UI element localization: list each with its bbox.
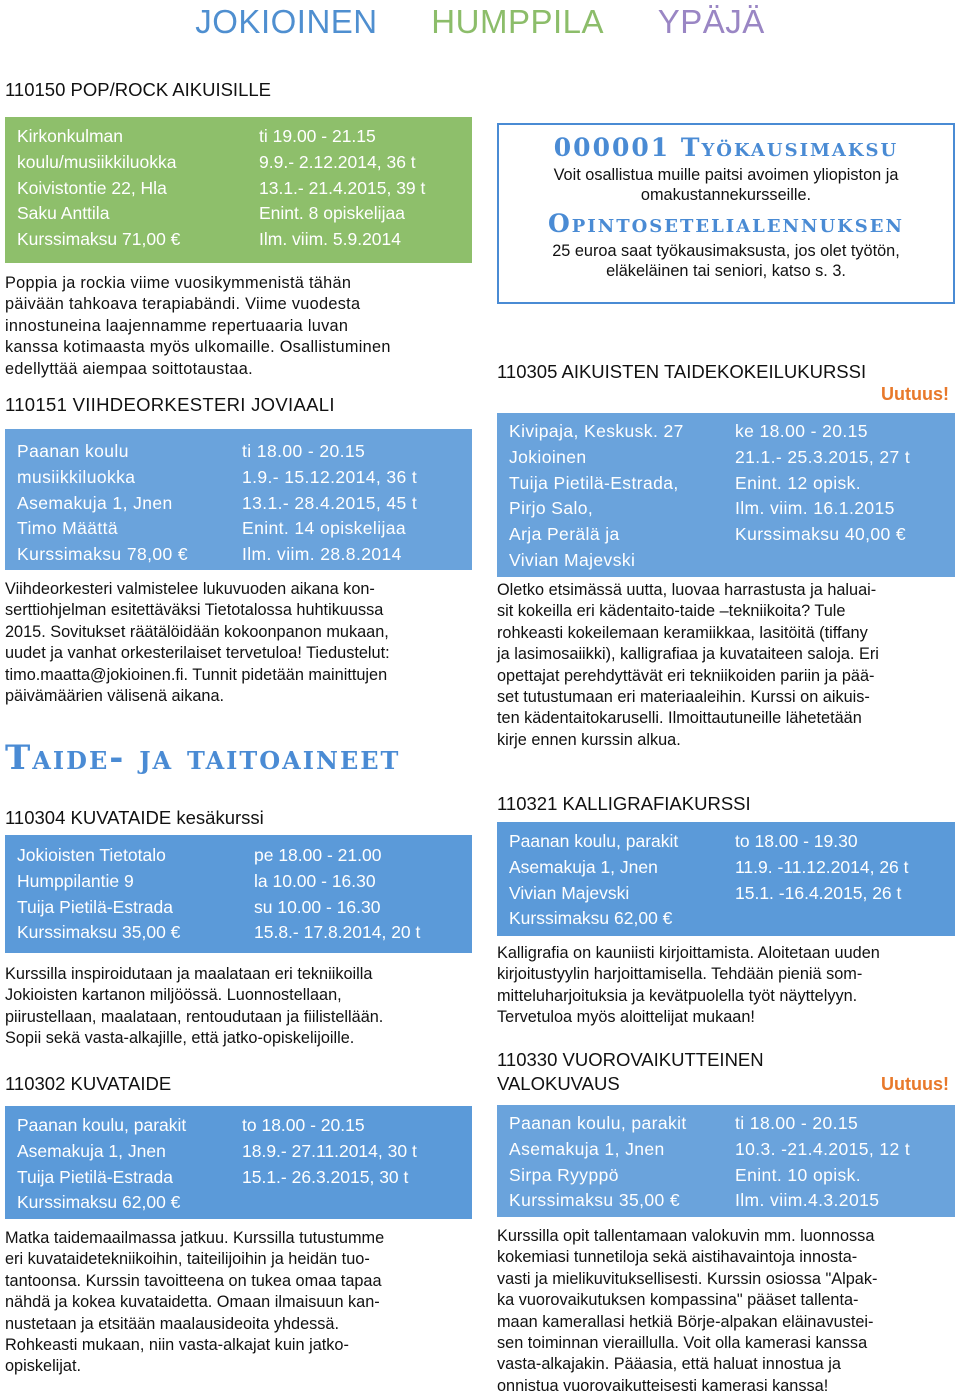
new-badge: Uutuus!: [881, 384, 949, 404]
info-teacher: Tuija Pietilä-Estrada: [17, 896, 173, 917]
section-heading-taide: Taide- ja taitoaineet: [5, 738, 401, 778]
desc-line: kirjoitustyylin harjoittamisella. Tehdään pieniä som-: [497, 965, 863, 984]
desc-line: Tervetuloa myös aloittelijat mukaan!: [497, 1008, 755, 1027]
text-line: eläkeläinen tai seniori, katso s. 3.: [606, 262, 846, 280]
desc-line: uudet ja vanhat orkesterilaiset tervetuloa! Tiedustelut:: [5, 644, 390, 663]
course-info-box: [497, 822, 955, 936]
info-fee: Kurssimaksu 71,00 €: [17, 229, 181, 250]
desc-line: maan kamerallasi hetkiä Börje-alpakan eläinavustei-: [497, 1312, 874, 1331]
desc-line: eri kuvataidetekniikoihin, taiteilijoihin ja heidän tuo-: [5, 1250, 370, 1269]
info-capacity: Enint. 12 opisk.: [735, 472, 862, 493]
info-teacher: Vivian Majevski: [509, 882, 630, 903]
info-row: [509, 1188, 943, 1214]
desc-line: ja lasimosaiikki), kalligrafiaa ja kuvataiteen saloja. Eri: [497, 645, 879, 664]
desc-line: päivämäärien välisenä aikana.: [5, 687, 225, 706]
info-time: la 10.00 - 16.30: [254, 870, 376, 891]
info-row: [17, 869, 460, 895]
course-description: [497, 580, 955, 751]
info-row: [509, 471, 943, 497]
info-row: [509, 1111, 943, 1137]
info-row: [17, 150, 460, 176]
info-row: [509, 419, 943, 445]
info-row: [17, 516, 460, 542]
info-dates: 21.1.- 25.3.2015, 27 t: [735, 446, 911, 467]
desc-line: mitteluharjoituksia ja kevätpuolella työt näyttelyyn.: [497, 986, 858, 1005]
right-column: [497, 90, 955, 1395]
info-row: [509, 906, 943, 932]
info-address: Humppilantie 9: [17, 870, 134, 891]
info-deadline: Ilm. viim. 16.1.2015: [735, 498, 895, 519]
desc-line: vasti ja mielikuvituksellisesti. Kurssin osiossa "Alpak-: [497, 1269, 878, 1288]
course-info-box: [5, 835, 472, 953]
course-description: [5, 1228, 472, 1378]
info-address: Asemakuja 1, Jnen: [509, 1138, 665, 1159]
desc-line: innostuneina laajennamme repertuaaria luvan: [5, 316, 349, 335]
info-capacity: Enint. 10 opisk.: [735, 1164, 862, 1185]
desc-line: Matka taidemaailmassa jatkuu. Kurssilla tutustumme: [5, 1229, 385, 1247]
info-location: koulu/musiikkiluokka: [17, 151, 177, 172]
info-deadline: Ilm. viim. 5.9.2014: [259, 229, 401, 250]
info-dates: 18.9.- 27.11.2014, 30 t: [242, 1140, 417, 1161]
course-110321: [497, 792, 955, 1029]
title-line: 110330 VUOROVAIKUTTEINEN: [497, 1049, 764, 1070]
header-ypaja: YPÄJÄ: [657, 3, 765, 40]
desc-line: opiskelijat.: [5, 1357, 82, 1376]
desc-line: Viihdeorkesteri valmistelee lukuvuoden aikana kon-: [5, 580, 375, 598]
desc-line: päivään tahkoava terapiabändi. Viime vuodesta: [5, 295, 361, 314]
info-time: su 10.00 - 16.30: [254, 896, 381, 917]
text-line: 25 euroa saat työkausimaksusta, jos olet työtön,: [552, 242, 900, 260]
info-teacher: Arja Perälä ja: [509, 524, 620, 545]
info-location: Kivipaja, Keskusk. 27: [509, 421, 684, 441]
info-teacher: Tuija Pietilä-Estrada: [17, 1166, 173, 1187]
course-110151: [5, 393, 472, 707]
info-address: Koivistontie 22, Hla: [17, 177, 167, 198]
info-location: Jokioisten Tietotalo: [17, 845, 166, 865]
info-capacity: Enint. 8 opiskelijaa: [259, 203, 405, 224]
info-row: [509, 881, 943, 907]
info-address: Asemakuja 1, Jnen: [17, 1140, 166, 1161]
info-row: [17, 895, 460, 921]
desc-line: tantoonsa. Kurssin tavoitteena on tukea omaa tapaa: [5, 1271, 382, 1290]
info-empty: [735, 548, 943, 574]
info-time: ti 18.00 - 20.15: [242, 441, 366, 461]
info-time: ke 18.00 - 20.15: [735, 421, 868, 441]
discount-heading: Opintosetelialennuksen: [548, 209, 904, 238]
info-capacity: Enint. 14 opiskelijaa: [242, 518, 407, 539]
desc-line: Sopii sekä vasta-alkajille, että jatko-opiskelijoille.: [5, 1029, 355, 1048]
info-deadline: Ilm. viim. 28.8.2014: [242, 544, 402, 565]
info-row: [509, 496, 943, 522]
info-row: [17, 176, 460, 202]
info-row: [17, 1165, 460, 1191]
header-humppila: HUMPPILA: [431, 3, 605, 40]
info-row: [17, 1139, 460, 1165]
text-line: Voit osallistua muille paitsi avoimen yliopiston ja: [553, 166, 899, 184]
course-info-box: [497, 413, 955, 577]
desc-line: Rohkeasti mukaan, niin vasta-alkajat kuin jatko-: [5, 1336, 349, 1355]
info-teacher: Sirpa Ryyppö: [509, 1164, 619, 1185]
desc-line: kirje ennen kurssin alkua.: [497, 730, 681, 749]
info-row: [17, 920, 460, 946]
desc-line: 2015. Sovitukset räätälöidään kokoonpanon mukaan,: [5, 622, 389, 641]
info-row: [509, 1137, 943, 1163]
desc-line: edellyttää aiempaa soittotaustaa.: [5, 359, 253, 378]
course-title: 110151 VIIHDEORKESTERI JOVIAALI: [5, 394, 335, 415]
title-line: VALOKUVAUS: [497, 1073, 620, 1094]
info-fee: Kurssimaksu 35,00 €: [17, 922, 181, 943]
info-teacher: Tuija Pietilä-Estrada,: [509, 472, 679, 493]
info-location: Kirkonkulman: [17, 126, 124, 146]
course-110150: [5, 78, 472, 380]
course-description: [5, 964, 472, 1050]
course-description: [497, 943, 955, 1029]
header-jokioinen: JOKIOINEN: [195, 3, 378, 40]
desc-line: Kalligrafia on kauniisti kirjoittamista. Aloitetaan uuden: [497, 944, 880, 962]
info-row: [17, 843, 460, 869]
course-110304: [5, 806, 472, 1050]
info-dates: 15.1.- 26.3.2015, 30 t: [242, 1166, 409, 1187]
info-deadline: Ilm. viim.4.3.2015: [735, 1190, 880, 1211]
info-time: to 18.00 - 20.15: [242, 1115, 365, 1135]
info-time: ti 18.00 - 20.15: [735, 1113, 859, 1133]
desc-line: Oletko etsimässä uutta, luovaa harrastusta ja haluai-: [497, 581, 877, 599]
discount-text: [509, 241, 943, 281]
course-110302: [5, 1072, 472, 1378]
info-fee: Kurssimaksu 78,00 €: [17, 544, 189, 565]
info-time: pe 18.00 - 21.00: [254, 845, 382, 865]
course-title: 110305 AIKUISTEN TAIDEKOKEILUKURSSI: [497, 361, 867, 382]
course-title: 110321 KALLIGRAFIAKURSSI: [497, 793, 751, 814]
course-title: 110302 KUVATAIDE: [5, 1073, 172, 1094]
course-info-box: [5, 117, 472, 263]
course-info-box: [5, 1106, 472, 1219]
info-empty: [242, 1190, 460, 1216]
info-row: [17, 1113, 460, 1139]
desc-line: Kurssilla opit tallentamaan valokuvin mm. luonnossa: [497, 1227, 875, 1245]
info-row: [509, 1163, 943, 1189]
info-dates: 13.1.- 21.4.2015, 39 t: [259, 177, 426, 198]
desc-line: rohkeasti kokeilemaan keramiikkaa, lasitöitä (tiffany: [497, 623, 868, 642]
page-header: [0, 0, 960, 48]
info-row: [509, 855, 943, 881]
info-fee: Kurssimaksu 62,00 €: [509, 908, 673, 929]
info-dates: 10.3. -21.4.2015, 12 t: [735, 1138, 911, 1159]
info-row: [17, 201, 460, 227]
desc-line: ten kädentaitokaruselli. Ilmoittautuneille lähetetään: [497, 709, 862, 728]
desc-line: Poppia ja rockia viime vuosikymmenistä tähän: [5, 274, 352, 292]
info-time: ti 19.00 - 21.15: [259, 126, 376, 146]
info-row: [17, 542, 460, 568]
info-row: [17, 465, 460, 491]
info-row: [17, 1190, 460, 1216]
course-title: 110150 POP/ROCK AIKUISILLE: [5, 79, 271, 100]
info-address: Asemakuja 1, Jnen: [17, 492, 173, 513]
course-info-box: [5, 429, 472, 570]
info-row: [17, 439, 460, 465]
info-location: musiikkiluokka: [17, 466, 136, 487]
info-location: Paanan koulu, parakit: [509, 831, 679, 851]
info-teacher: Timo Määttä: [17, 518, 119, 539]
info-row: [509, 522, 943, 548]
desc-line: vasta-alkajakin. Pääasia, että haluat innostua ja: [497, 1355, 841, 1374]
desc-line: nustetaan ja etsitään maalausideoita yhdessä.: [5, 1314, 339, 1333]
desc-line: piirustellaan, maalataan, rentoudutaan ja fiilistellään.: [5, 1007, 384, 1026]
fee-text: [509, 165, 943, 205]
info-location: Paanan koulu: [17, 441, 129, 461]
info-dates: 1.9.- 15.12.2014, 36 t: [242, 466, 418, 487]
desc-line: opettajat perehdyttävät eri tekniikoiden pariin ja pää-: [497, 666, 875, 685]
desc-line: sen toiminnan vieraillulla. Voit olla kamerasi kanssa: [497, 1334, 868, 1353]
fee-info-box: [497, 123, 955, 304]
info-teacher: Vivian Majevski: [509, 549, 636, 570]
desc-line: timo.maatta@jokioinen.fi. Tunnit pidetään mainittujen: [5, 665, 388, 684]
info-fee: Kurssimaksu 62,00 €: [17, 1192, 181, 1213]
info-teacher: Saku Anttila: [17, 203, 110, 224]
desc-line: set tutustumaan eri materiaaleihin. Kurssi on aikuis-: [497, 688, 870, 707]
desc-line: serttiohjelman esitettäväksi Tietotalossa huhtikuussa: [5, 601, 384, 620]
info-fee: Kurssimaksu 40,00 €: [735, 524, 907, 545]
info-row: [17, 124, 460, 150]
course-title: 110304 KUVATAIDE kesäkurssi: [5, 807, 264, 828]
info-row: [17, 227, 460, 253]
desc-line: Jokioisten kartanon miljöössä. Luonnostellaan,: [5, 986, 342, 1005]
info-row: [509, 445, 943, 471]
info-address: Asemakuja 1, Jnen: [509, 856, 658, 877]
info-dates: 15.8.- 17.8.2014, 20 t: [254, 922, 421, 943]
info-row: [509, 829, 943, 855]
desc-line: kanssa kotimaasta myös ulkomaille. Osallistuminen: [5, 338, 391, 357]
desc-line: onnistua vuorovaikutteisesti kamerasi kanssa!: [497, 1376, 829, 1395]
info-row: [509, 548, 943, 574]
fee-heading: 000001 Työkausimaksu: [553, 133, 899, 162]
info-dates: 9.9.- 2.12.2014, 36 t: [259, 151, 416, 172]
desc-line: nähdä ja kokea kuvataidetta. Omaan ilmaisuun kan-: [5, 1293, 380, 1312]
info-location: Jokioinen: [509, 446, 587, 467]
course-110330: [497, 1048, 955, 1397]
desc-line: kokemiasi tunnetiloja sekä aistihavaintoja innosta-: [497, 1248, 858, 1267]
info-teacher: Pirjo Salo,: [509, 498, 594, 519]
info-location: Paanan koulu, parakit: [509, 1113, 687, 1133]
info-empty: [735, 906, 943, 932]
course-description: [5, 579, 472, 707]
course-description: [497, 1226, 955, 1397]
info-dates: 13.1.- 28.4.2015, 45 t: [242, 492, 418, 513]
info-time: to 18.00 - 19.30: [735, 831, 858, 851]
info-location: Paanan koulu, parakit: [17, 1115, 187, 1135]
desc-line: Kurssilla inspiroidutaan ja maalataan eri tekniikoilla: [5, 965, 373, 983]
course-info-box: [497, 1105, 955, 1217]
info-dates: 15.1. -16.4.2015, 26 t: [735, 882, 902, 903]
text-line: omakustannekursseille.: [640, 186, 812, 204]
new-badge: Uutuus!: [881, 1074, 949, 1094]
desc-line: sit kokeilla eri kädentaito-taide –tekniikoita? Tule: [497, 602, 846, 621]
left-column: [5, 78, 472, 1388]
info-dates: 11.9. -11.12.2014, 26 t: [735, 856, 909, 877]
info-fee: Kurssimaksu 35,00 €: [509, 1190, 681, 1211]
desc-line: ka vuorovaikutuksen kompassina" pääset tallenta-: [497, 1291, 859, 1310]
course-description: [5, 273, 472, 380]
info-row: [17, 491, 460, 517]
course-110305: [497, 360, 955, 751]
